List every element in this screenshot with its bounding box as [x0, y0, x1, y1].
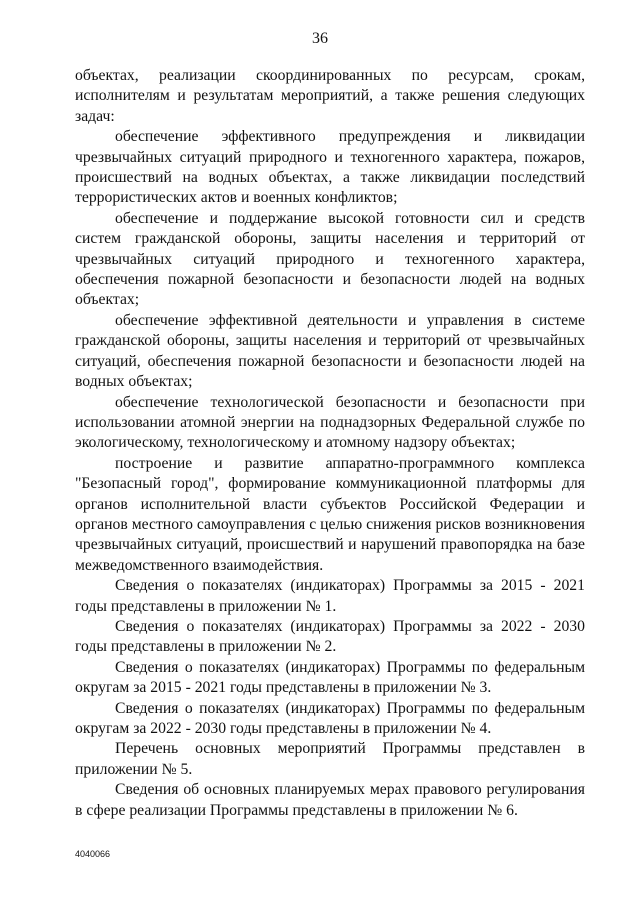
document-footer-code: 4040066: [75, 849, 111, 859]
paragraph-continuation: объектах, реализации скоординированных по ресурсам, срокам, исполнителям и результатам мероприятий, а также решения следующих задач:: [75, 67, 585, 125]
document-body: [75, 66, 585, 821]
paragraph-appendix-6: Сведения об основных планируемых мерах правового регулирования в сфере реализации Программы представлены в приложении № 6.: [75, 781, 585, 819]
paragraph-appendix-3: Сведения о показателях (индикаторах) Программы по федеральным округам за 2015 - 2021 годы представлены в приложении № 3.: [75, 658, 585, 697]
paragraph-appendix-1: Сведения о показателях (индикаторах) Программы за 2015 - 2021 годы представлены в приложении № 1.: [75, 577, 585, 615]
paragraph-appendix-4: Сведения о показателях (индикаторах) Программы по федеральным округам за 2022 - 2030 годы представлены в приложении № 4.: [75, 699, 585, 737]
page-number: 36: [312, 30, 328, 47]
paragraph-task-5: построение и развитие аппаратно-программного комплекса "Безопасный город", формирование коммуникационной платформы для органов исполнительной власти субъектов Российской Федерации и органов местного самоуправления с целью снижения рисков возникновения чрезвычайных ситуаций, происшествий и нарушений правопорядка на базе межведомственного взаимодействия.: [75, 454, 585, 574]
paragraph-task-2: обеспечение и поддержание высокой готовности сил и средств систем гражданской обороны, защиты населения и территорий от чрезвычайных ситуаций природного и техногенного характера, обеспечения пожарной безопасности и безопасности людей на водных объектах;: [75, 209, 585, 309]
paragraph-task-3: обеспечение эффективной деятельности и управления в системе гражданской обороны, защиты населения и территорий от чрезвычайных ситуаций, обеспечения пожарной безопасности и безопасности людей на водных объектах;: [75, 311, 585, 391]
paragraph-appendix-5: Перечень основных мероприятий Программы представлен в приложении № 5.: [75, 740, 585, 778]
paragraph-appendix-2: Сведения о показателях (индикаторах) Программы за 2022 - 2030 годы представлены в приложении № 2.: [75, 617, 585, 656]
paragraph-task-4: обеспечение технологической безопасности и безопасности при использовании атомной энергии на поднадзорных Федеральной службе по экологическому, технологическому и атомному надзору объектах;: [75, 393, 585, 452]
paragraph-task-1: обеспечение эффективного предупреждения и ликвидации чрезвычайных ситуаций природного и техногенного характера, пожаров, происшествий на водных объектах, а также ликвидации последствий террористических актов и военных конфликтов;: [75, 128, 585, 207]
